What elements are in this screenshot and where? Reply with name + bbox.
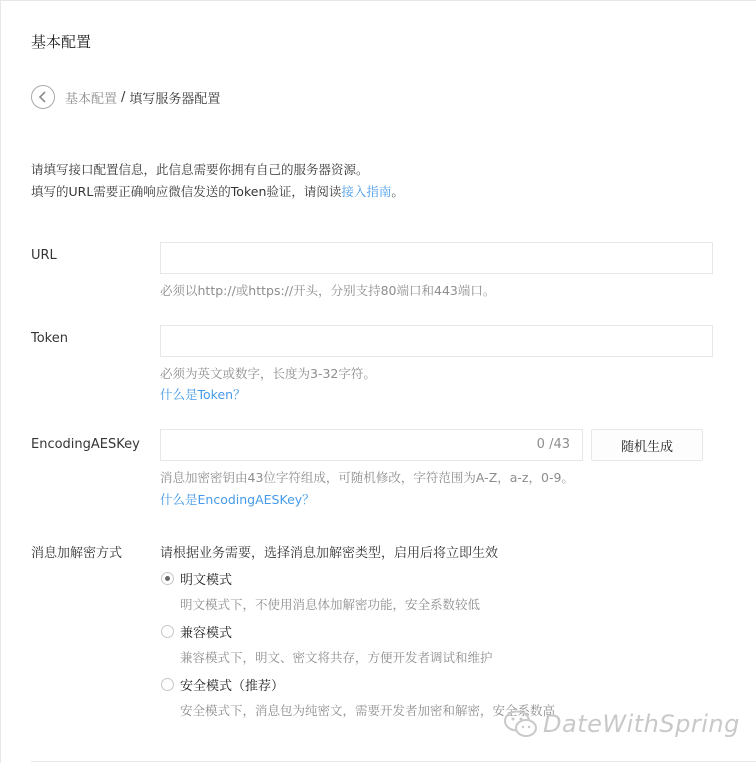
- radio-secure-desc: 安全模式下，消息包为纯密文，需要开发者加密和解密，安全系数高: [180, 703, 556, 718]
- intro-line-2: [31, 181, 404, 203]
- access-guide-link[interactable]: 接入指南: [341, 184, 392, 199]
- breadcrumb-separator: /: [121, 89, 126, 105]
- aes-hint: 消息加密密钥由43位字符组成，可随机修改，字符范围为A-Z，a-z，0-9。: [160, 470, 574, 485]
- radio-plaintext-label: 明文模式: [180, 573, 233, 588]
- url-input[interactable]: [160, 242, 713, 274]
- radio-compatible-desc: 兼容模式下，明文、密文将共存，方便开发者调试和维护: [180, 650, 493, 665]
- radio-dot-icon: [165, 576, 170, 581]
- token-input[interactable]: [160, 325, 713, 357]
- page-title: 基本配置: [31, 33, 92, 51]
- intro-line-2-suffix: 。: [391, 184, 404, 199]
- breadcrumb-parent-link[interactable]: 基本配置: [65, 91, 118, 107]
- radio-button-selected[interactable]: [161, 572, 174, 585]
- radio-button[interactable]: [161, 678, 174, 691]
- chevron-left-icon: [38, 91, 48, 103]
- aes-input[interactable]: [161, 430, 541, 460]
- radio-secure[interactable]: [161, 675, 284, 694]
- watermark: [503, 709, 740, 739]
- aes-input-wrapper: [160, 429, 583, 461]
- random-generate-button[interactable]: 随机生成: [591, 429, 703, 461]
- breadcrumb: [31, 85, 220, 109]
- radio-plaintext[interactable]: [161, 569, 232, 588]
- intro-text: [31, 159, 404, 203]
- aes-label: EncodingAESKey: [31, 437, 140, 452]
- aes-char-counter: 0 /43: [536, 437, 570, 452]
- token-help-link[interactable]: 什么是Token？: [160, 387, 246, 402]
- wechat-icon: [503, 709, 539, 739]
- radio-plaintext-desc: 明文模式下，不使用消息体加解密功能，安全系数较低: [180, 597, 481, 612]
- aes-help-link[interactable]: 什么是EncodingAESKey？: [160, 492, 315, 507]
- radio-secure-label: 安全模式（推荐）: [180, 679, 285, 694]
- url-hint: 必须以http://或https://开头，分别支持80端口和443端口。: [160, 283, 496, 298]
- bottom-divider: [31, 761, 756, 762]
- radio-button[interactable]: [161, 625, 174, 638]
- radio-compatible[interactable]: [161, 622, 232, 641]
- watermark-text: DateWithSpring: [543, 710, 740, 738]
- radio-compatible-label: 兼容模式: [180, 626, 233, 641]
- encryption-description: 请根据业务需要，选择消息加解密类型，启用后将立即生效: [160, 546, 499, 561]
- breadcrumb-current: 填写服务器配置: [129, 91, 221, 107]
- back-button[interactable]: [31, 85, 55, 109]
- intro-line-2-prefix: 填写的URL需要正确响应微信发送的Token验证，请阅读: [31, 184, 342, 199]
- url-label: URL: [31, 248, 57, 263]
- encryption-label: 消息加解密方式: [31, 546, 123, 561]
- token-label: Token: [31, 331, 68, 346]
- intro-line-1: 请填写接口配置信息，此信息需要你拥有自己的服务器资源。: [31, 162, 369, 177]
- token-hint: 必须为英文或数字，长度为3-32字符。: [160, 366, 376, 381]
